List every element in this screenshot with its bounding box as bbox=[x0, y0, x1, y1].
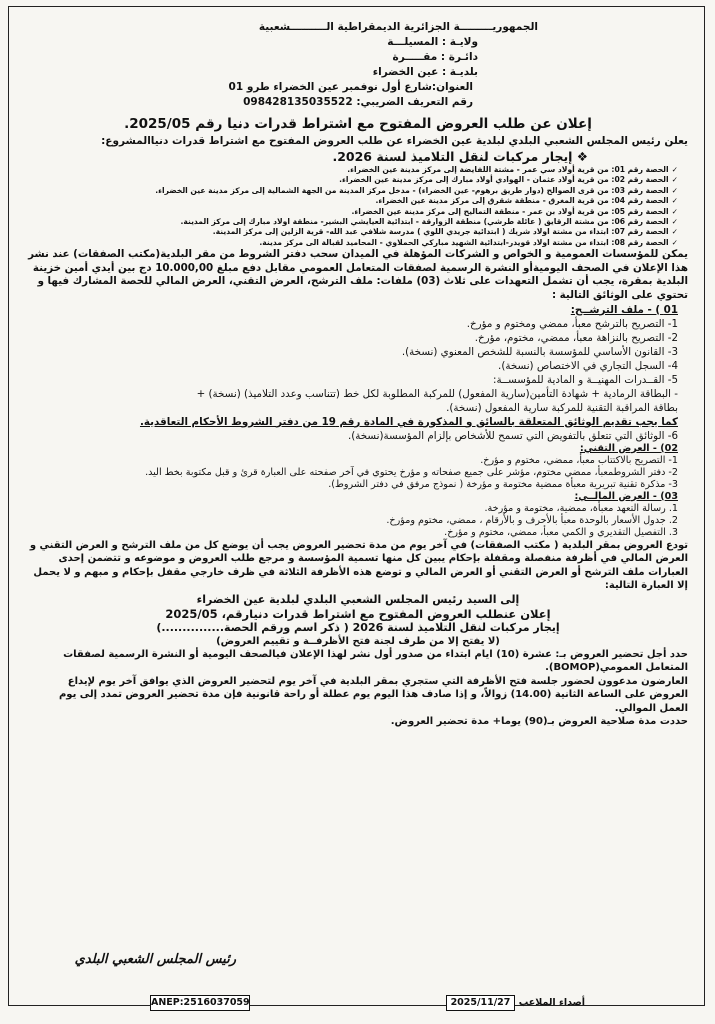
publication-label: أصداء الملاعب bbox=[518, 997, 585, 1008]
deadline-paragraph: حدد أجل تحضير العروض بـ: عشرة (10) ايام ابتداء من صدور أول نشر لهذا الإعلان فيالصحف اليومية أو النشرة الرسمية لصفقات المتعامل العمومي(BOMOP). bbox=[63, 648, 688, 674]
envelope-warning: (لا يفتح إلا من طرف لجنة فتح الأظرفــة و تقييم العروض) bbox=[216, 635, 500, 647]
technical-item: 3- مذكرة تقنية تبريرية معبأة ممضية مختومة و مؤرخة ( نموذج مرفق في دفتر الشروط). bbox=[328, 478, 678, 490]
check-icon: ✓ bbox=[671, 165, 678, 174]
check-icon: ✓ bbox=[671, 217, 678, 227]
candidature-item: - البطاقة الرمادية + شهادة التأمين(سارية المفعول) للمركبة المطلوبة لكل خط (تتناسب وعدد التلاميذ) (نسخة) + bbox=[196, 387, 678, 400]
check-icon: ✓ bbox=[671, 185, 678, 195]
lot-item: ✓الحصة رقم 07: ابتداء من مشتة اولاد شريك ( ابتدائية جريدي اللوي ) مدرسة شلافي عبد الله- قرية الزلين إلى مركز المدينة. bbox=[212, 227, 678, 237]
envelope-recipient: إلى السيد رئيس المجلس الشعبي البلدي لبلدية عين الخضراء bbox=[196, 592, 520, 606]
anep-reference: ANEP:2516037059 bbox=[150, 995, 250, 1011]
notice-title: إعلان عن طلب العروض المفتوح مع اشتراط قدرات دنيا رقم 2025/05. bbox=[124, 116, 592, 132]
lot-item: ✓الحصة رقم 06: من مشتة الرقايق ( عائلة طرشي) منطقة الزوارقة - ابتدائية العيايشي البشير- منطقة اولاد مبارك إلى مركز المدينة. bbox=[180, 217, 678, 227]
candidature-heading: 01 ) - ملف الترشــح: bbox=[570, 303, 678, 316]
project-subject: ❖ إيجار مركبات لنقل التلاميذ لسنة 2026. bbox=[332, 149, 588, 164]
lot-item: ✓الحصة رقم 01: من قرية أولاد سي عمر - مشتة اللفايضة إلى مركز مدينة عين الخضراء. bbox=[347, 165, 678, 174]
candidature-section bbox=[28, 303, 688, 443]
signature: رئيس المجلس الشعبي البلدي bbox=[74, 952, 236, 967]
republic-line: الجمهوريـــــــــة الجزائرية الديمقراطية الــــــــــشعبية bbox=[258, 21, 538, 33]
notice-content bbox=[28, 20, 688, 729]
financial-heading: 03) - العرض المالــي: bbox=[574, 490, 678, 502]
lot-item: ✓الحصة رقم 04: من قرية المغرق - منطقة شقرق إلى مركز مدينة عين الخضراء. bbox=[375, 196, 678, 206]
candidature-item: 5- القــدرات المهنيــة و المادية للمؤسســة: bbox=[493, 373, 678, 386]
daira-line: دائـرة : مقـــــرة bbox=[392, 51, 478, 63]
lots-list bbox=[28, 165, 688, 248]
check-icon: ✓ bbox=[671, 196, 678, 206]
lot-item: ✓الحصة رقم 02: من قرية أولاد عثمان - الهوادي أولاد مبارك إلى مركز مدينة عين الخضراء. bbox=[339, 175, 678, 185]
technical-section bbox=[28, 443, 688, 491]
lot-item: ✓الحصة رقم 03: من قرى الصوالح (دوار طريق برهوم- عين الخضراء) - مدخل مركز المدينة من الجهة الشمالية إلى مركز مدينة عين الخضراء. bbox=[155, 185, 678, 195]
check-icon: ✓ bbox=[671, 237, 678, 247]
driver-documents-note: كما يجب تقديم الوثائق المتعلقة بالسائق و المذكورة في المادة رقم 19 من دفتر الشروط الأحكام التعاقدية. bbox=[139, 415, 678, 428]
candidature-item: 2- التصريح بالنزاهة معبأ، ممضي، مختوم، مؤرخ. bbox=[474, 331, 678, 344]
header-block bbox=[28, 20, 688, 110]
technical-item: 1- التصريح بالاكتتاب معبأ، ممضي، مختوم و مؤرخ. bbox=[480, 454, 678, 466]
publication-info bbox=[405, 995, 585, 1011]
commune-line: بلديـة : عين الخضراء bbox=[372, 66, 478, 78]
opening-paragraph: العارضون مدعوون لحضور جلسة فتح الأظرفة التي ستجري بمقر البلدية في آخر يوم لتحضير العروض الذي يوافق آخر يوم لإيداع العروض على الساعة الثانية (14.00) زوالاً، و إذا صادف هذا اليوم يوم عطلة أو راحة قانونية فإن مدة تحضير العروض تمدد إلى يوم العمل الموالي. bbox=[58, 675, 688, 714]
lot-item: ✓الحصة رقم 08: ابتداء من مشتة اولاد قويدر-ابتدائية الشهيد مباركي الحملاوي - المحاميد لقبالة الى مركز مدينة. bbox=[259, 237, 678, 247]
lot-item: ✓الحصة رقم 05: من قرية أولاد بن عمر - منطقة التماليح إلى مركز مدينة عين الخضراء. bbox=[351, 206, 678, 216]
candidature-item: 4- السجل التجاري في الاختصاص (نسخة). bbox=[498, 359, 678, 372]
financial-item: 3. التفصيل التقديري و الكمي معبأ، ممضي، مختوم و مؤرخ. bbox=[444, 526, 678, 538]
financial-section bbox=[28, 491, 688, 539]
candidature-item: 3- القانون الأساسي للمؤسسة بالنسبة للشخص المعنوي (نسخة). bbox=[401, 345, 678, 358]
tax-id-line: رقم التعريف الضريبي: 098428135035522 bbox=[243, 96, 473, 108]
technical-heading: 02) - العرض التقني: bbox=[579, 442, 678, 454]
check-icon: ✓ bbox=[671, 206, 678, 216]
conditions-paragraph: يمكن للمؤسسات العمومية و الخواص و الشركات المؤهلة في الميدان سحب دفتر الشروط من مقر البلدية(مكتب الصفقات) عند نشر هذا الإعلان في الصحف اليوميةأو النشرة الرسمية لصفقات المتعامل العمومي مقابل دفع مبلغ 10.000,00 دج بين أيدي أمين خزينة البلدية بمقرة، يجب أن تشمل التعهدات على ثلاث (03) ملفات: ملف الترشح، العرض التقني، العرض المالي للحصة المشارك فيها و تحتوي على الوثائق التالية : bbox=[28, 248, 688, 302]
envelope-reference: إعلان عنطلب العروض المفتوح مع اشتراط قدرات دنيارقم، 2025/05 bbox=[165, 606, 551, 621]
envelope-label bbox=[28, 593, 688, 648]
address-line: العنوان:شارع أول نوفمبر عين الخضراء طرو 01 bbox=[228, 81, 473, 93]
validity-paragraph: حددت مدة صلاحية العروض بـ(90) يوما+ مدة تحضير العروض. bbox=[390, 716, 688, 728]
financial-item: 1. رسالة التعهد معبأة، ممضية، مختومة و مؤرخة. bbox=[484, 502, 678, 514]
wilaya-line: ولايـة : المسيلـــة bbox=[387, 36, 478, 48]
check-icon: ✓ bbox=[671, 175, 678, 185]
candidature-item: 6- الوثائق التي تتعلق بالتفويض التي تسمح للأشخاص بإلزام المؤسسة(نسخة). bbox=[347, 429, 678, 442]
candidature-item: بطاقة المراقبة التقنية للمركبة سارية المفعول (نسخة). bbox=[446, 401, 678, 414]
technical-item: 2- دفتر الشروطمعبأ، ممضي مختوم، مؤشر على جميع صفحاته و مؤرخ يحتوي في آخر صفحته على العبارة قرئ و قبل مكتوبة بخط اليد. bbox=[145, 466, 678, 478]
check-icon: ✓ bbox=[671, 227, 678, 237]
envelope-subject: إيجار مركبات لنقل التلاميذ لسنة 2026 ( ذكر اسم ورقم الحصة...............) bbox=[156, 620, 560, 634]
notice-intro: يعلن رئيس المجلس الشعبي البلدي لبلدية عين الخضراء عن طلب العروض المفتوح مع اشتراط قدرات دنياالمشروع: bbox=[101, 135, 688, 147]
submission-paragraph: تودع العروض بمقر البلدية ( مكتب الصفقات) في آخر يوم من مدة تحضير العروض يجب أن يوضع كل من ملف الترشح و العرض التقني و العرض المالي في أظرفة منفصلة ومقفلة بإحكام يبين كل منها تسمية المؤسسة و مرجع طلب العروض و موضوعه و تتضمن إحدى العبارات ملف الترشح أو العرض التقني أو العرض المالي و توضع هذه الأظرفة الثلاثة في ظرف خارجي مقفل بإحكام و مبهم و لا يحمل إلا العبارة التالية: bbox=[29, 539, 688, 592]
financial-item: 2. جدول الأسعار بالوحدة معبأ بالأحرف و بالأرقام ، ممضي، مختوم ومؤرخ. bbox=[386, 514, 678, 526]
candidature-item: 1- التصريح بالترشح معبأ، ممضي ومختوم و مؤرخ. bbox=[466, 317, 678, 330]
publication-date: 2025/11/27 bbox=[446, 995, 516, 1011]
